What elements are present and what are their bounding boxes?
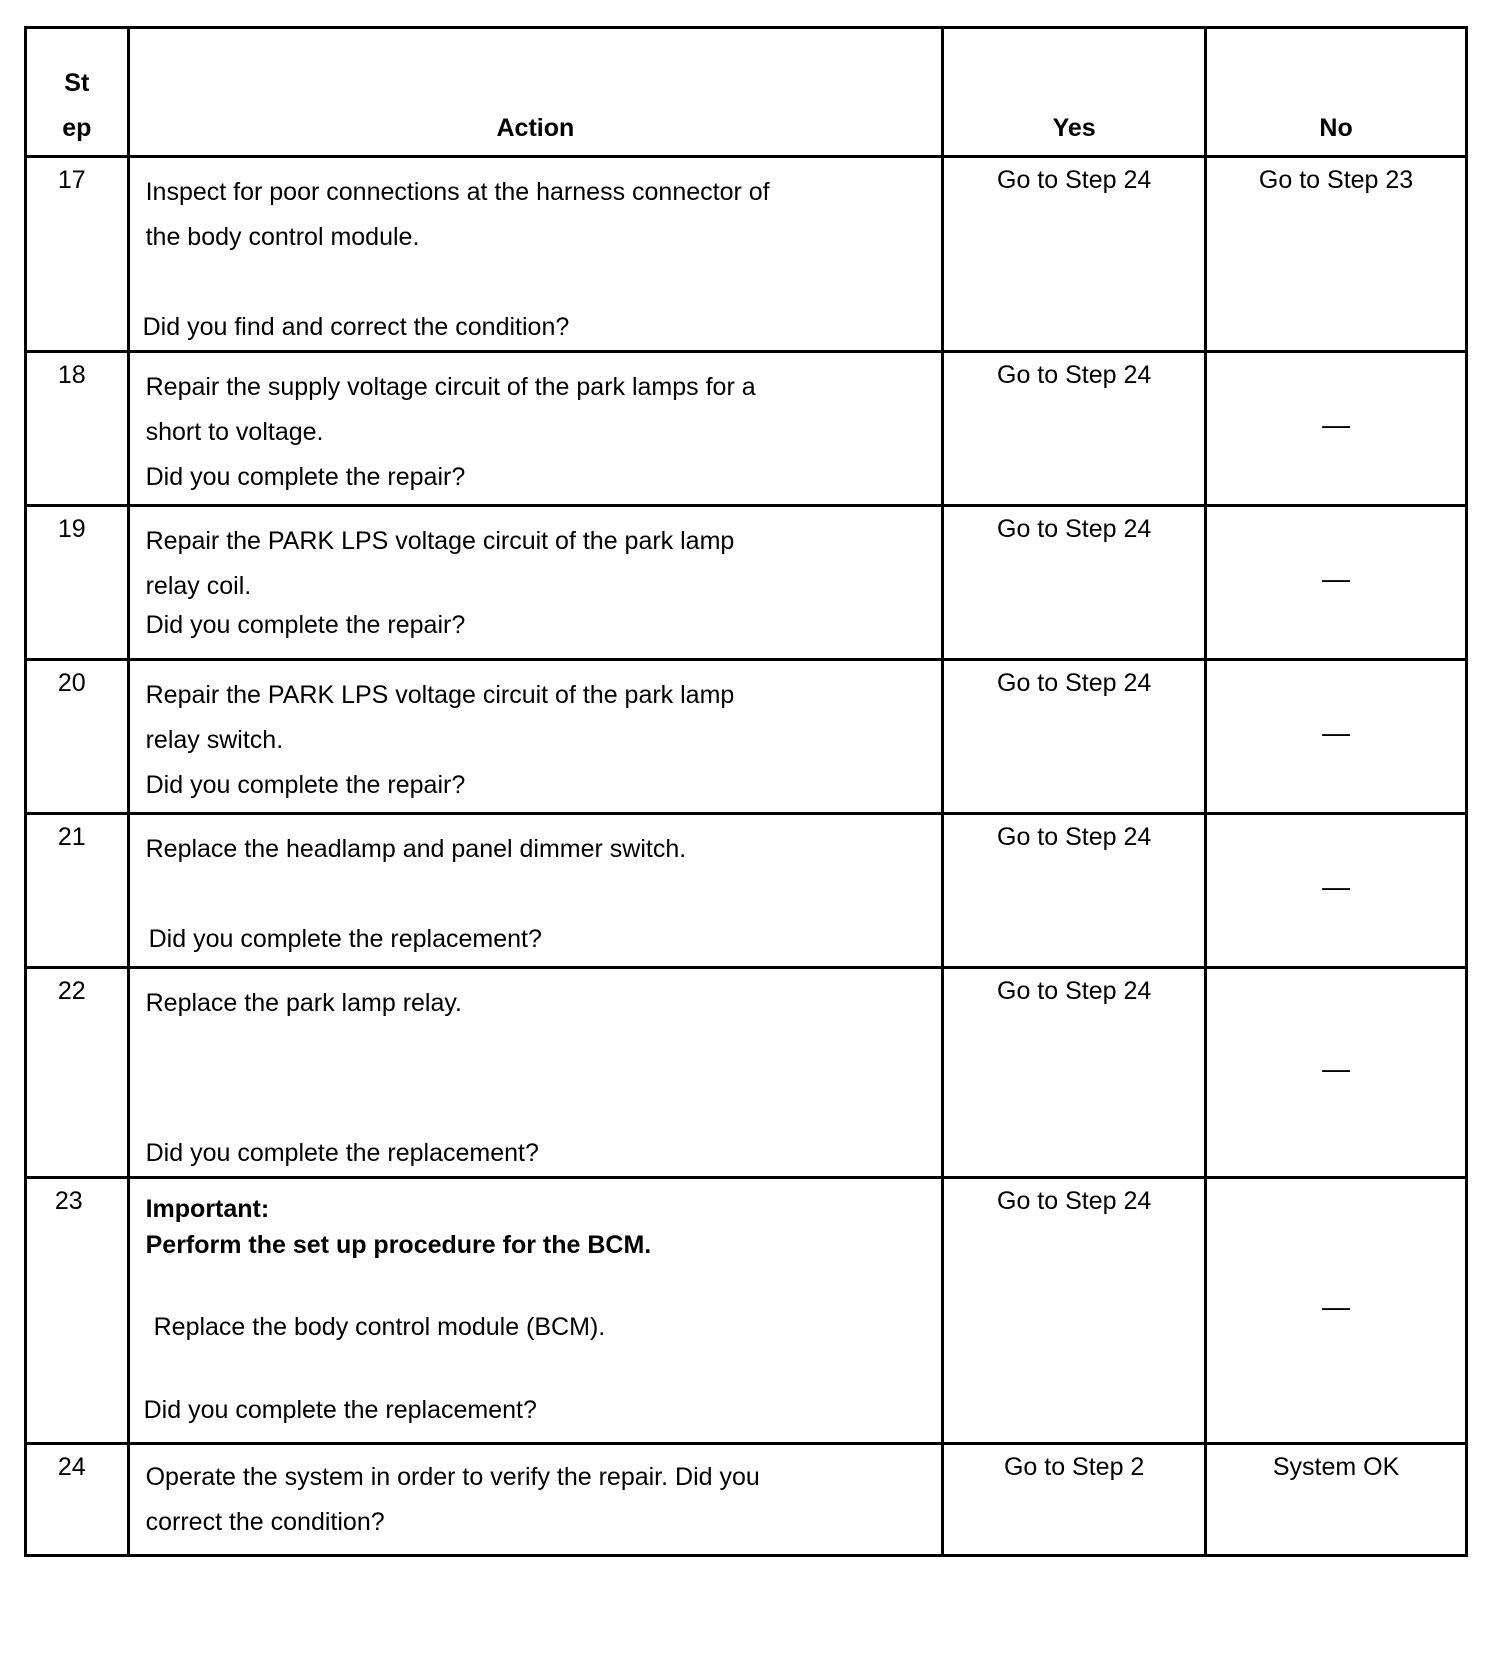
yes-cell: Go to Step 2 bbox=[943, 1444, 1206, 1556]
yes-cell: Go to Step 24 bbox=[943, 506, 1206, 660]
action-cell bbox=[128, 506, 943, 660]
action-question: Did you complete the repair? bbox=[145, 463, 466, 491]
step-header-line1: St bbox=[64, 69, 90, 97]
action-line bbox=[146, 1350, 942, 1388]
no-cell: — bbox=[1206, 660, 1467, 814]
no-cell: — bbox=[1206, 814, 1467, 968]
action-line: relay coil. bbox=[145, 572, 252, 600]
action-question: Did you complete the replacement? bbox=[145, 1139, 539, 1167]
yes-header: Yes bbox=[943, 28, 1206, 157]
header-row bbox=[26, 28, 1467, 157]
action-question: Did you complete the replacement? bbox=[143, 1396, 537, 1424]
action-line: short to voltage. bbox=[145, 418, 324, 446]
yes-cell: Go to Step 24 bbox=[943, 1178, 1206, 1444]
step-number: 21 bbox=[26, 814, 129, 968]
action-header: Action bbox=[128, 28, 943, 157]
action-line: the body control module. bbox=[145, 223, 420, 251]
action-line: correct the condition? bbox=[145, 1508, 385, 1536]
action-cell bbox=[128, 352, 943, 506]
step-number: 23 bbox=[26, 1178, 129, 1444]
no-cell: — bbox=[1206, 1178, 1467, 1444]
action-question: Did you complete the repair? bbox=[145, 611, 466, 639]
action-cell bbox=[128, 814, 943, 968]
action-cell bbox=[128, 1178, 943, 1444]
no-cell: — bbox=[1206, 968, 1467, 1178]
action-line bbox=[146, 872, 942, 917]
action-line: Replace the park lamp relay. bbox=[145, 989, 462, 1017]
step-number: 17 bbox=[26, 157, 129, 352]
action-line: Replace the body control module (BCM). bbox=[153, 1313, 606, 1341]
step-number: 20 bbox=[26, 660, 129, 814]
action-line bbox=[146, 1263, 942, 1305]
step-number: 24 bbox=[26, 1444, 129, 1556]
no-cell: Go to Step 23 bbox=[1206, 157, 1467, 352]
action-cell bbox=[128, 157, 943, 352]
action-line: Inspect for poor connections at the harness connector of bbox=[145, 178, 770, 206]
no-cell: — bbox=[1206, 352, 1467, 506]
action-line: Repair the supply voltage circuit of the park lamps for a bbox=[145, 373, 756, 401]
action-question: Did you complete the replacement? bbox=[148, 925, 542, 953]
table-row bbox=[26, 1178, 1467, 1444]
table-row bbox=[26, 968, 1467, 1178]
important-text: Perform the set up procedure for the BCM. bbox=[145, 1231, 652, 1259]
action-cell bbox=[128, 968, 943, 1178]
action-cell bbox=[128, 1444, 943, 1556]
yes-cell: Go to Step 24 bbox=[943, 814, 1206, 968]
action-line bbox=[146, 1026, 942, 1071]
yes-cell: Go to Step 24 bbox=[943, 660, 1206, 814]
action-line: Repair the PARK LPS voltage circuit of the park lamp bbox=[145, 681, 735, 709]
yes-cell: Go to Step 24 bbox=[943, 968, 1206, 1178]
action-line bbox=[146, 1071, 942, 1131]
table-row bbox=[26, 352, 1467, 506]
step-number: 22 bbox=[26, 968, 129, 1178]
step-header bbox=[26, 28, 129, 157]
yes-cell: Go to Step 24 bbox=[943, 352, 1206, 506]
diagnostic-table bbox=[24, 26, 1468, 1557]
table-row bbox=[26, 157, 1467, 352]
action-question: Did you complete the repair? bbox=[145, 771, 466, 799]
table-row bbox=[26, 1444, 1467, 1556]
yes-cell: Go to Step 24 bbox=[943, 157, 1206, 352]
action-question: Did you find and correct the condition? bbox=[142, 313, 570, 341]
table-row bbox=[26, 660, 1467, 814]
table-row bbox=[26, 506, 1467, 660]
action-line: Replace the headlamp and panel dimmer switch. bbox=[145, 835, 687, 863]
action-line: Operate the system in order to verify the repair. Did you bbox=[145, 1463, 760, 1491]
no-header: No bbox=[1206, 28, 1467, 157]
step-number: 19 bbox=[26, 506, 129, 660]
action-line: Repair the PARK LPS voltage circuit of the park lamp bbox=[145, 527, 735, 555]
no-cell: System OK bbox=[1206, 1444, 1467, 1556]
step-number: 18 bbox=[26, 352, 129, 506]
no-cell: — bbox=[1206, 506, 1467, 660]
important-label: Important: bbox=[145, 1195, 270, 1223]
step-header-line2: ep bbox=[62, 114, 92, 142]
action-line: relay switch. bbox=[145, 726, 284, 754]
table-row bbox=[26, 814, 1467, 968]
action-cell bbox=[128, 660, 943, 814]
action-line bbox=[146, 260, 942, 305]
